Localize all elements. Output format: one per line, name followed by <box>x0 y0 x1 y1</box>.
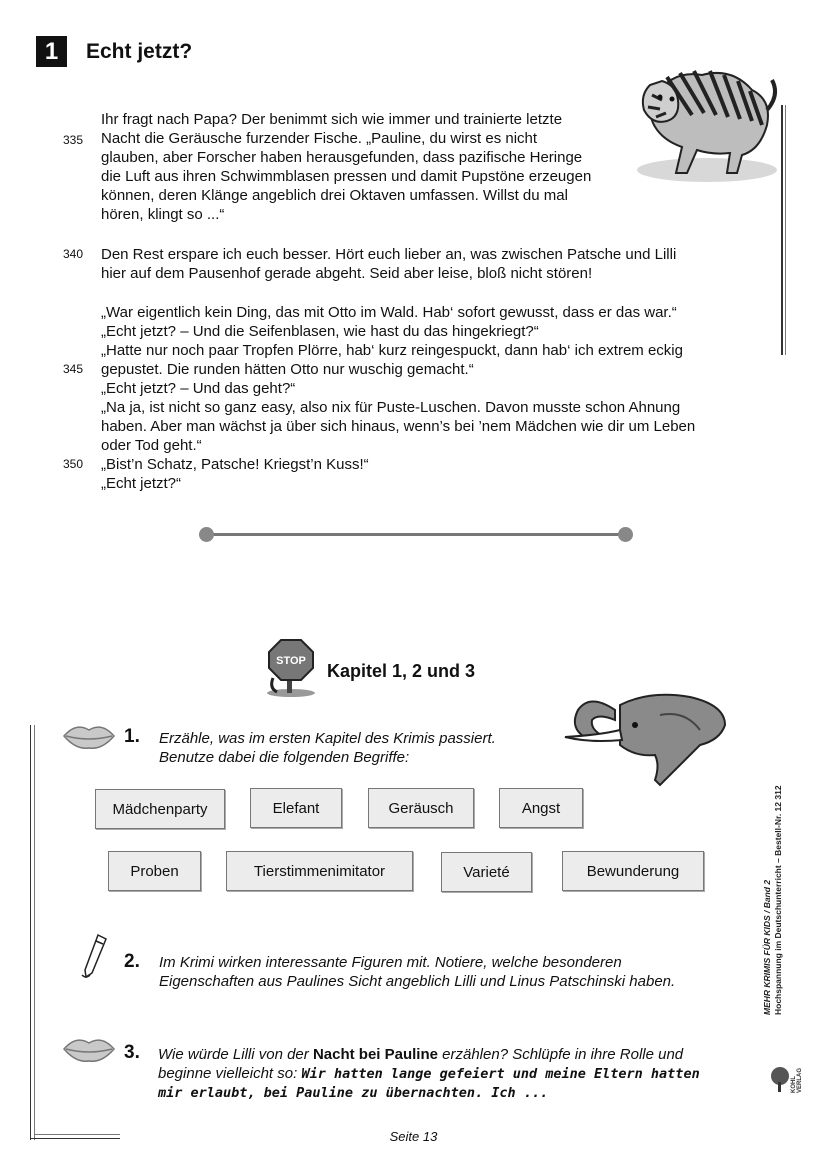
series-title: MEHR KRIMIS FÜR KIDS / Band 2 <box>762 879 772 1015</box>
task-1-text <box>159 729 559 767</box>
story-line: hören, klingt so ...“ <box>101 206 225 223</box>
task-emphasis: Nacht bei Pauline <box>312 1046 438 1063</box>
stop-sign-label: STOP <box>276 655 306 667</box>
line-number: 340 <box>63 247 84 261</box>
task-number: 3. <box>124 1042 140 1063</box>
frame-line <box>785 105 786 355</box>
story-line: die Luft aus ihren Schwimmblasen pressen und damit Pupstöne erzeugen <box>101 168 592 185</box>
task-script-text: Wir hatten lange gefeiert und meine Eltern hatten <box>301 1066 700 1082</box>
word-box: Angst <box>499 788 583 828</box>
task-script-text: mir erlaubt, bei Pauline zu übernachten. Ich ... <box>158 1085 549 1101</box>
task-line: erzählen? Schlüpfe in ihre Rolle und <box>437 1046 684 1063</box>
word-box: Mädchenparty <box>95 789 225 829</box>
page-number: Seite 13 <box>389 1129 438 1144</box>
task-line: Im Krimi wirken interessante Figuren mit. Notiere, welche besonderen <box>159 954 622 971</box>
frame-line <box>781 105 783 355</box>
word-box: Bewunderung <box>562 851 704 891</box>
dialog-line: gepustet. Die runden hätten Otto nur wuschig gemacht.“ <box>101 361 474 378</box>
stop-sign-icon <box>265 638 317 698</box>
line-number: 350 <box>63 457 84 471</box>
section-title: Kapitel 1, 2 und 3 <box>327 661 476 681</box>
dialog-line: „Echt jetzt? – Und die Seifenblasen, wie hast du das hingekriegt?“ <box>101 323 539 340</box>
story-paragraph-2 <box>101 245 731 283</box>
series-subtitle: Hochspannung im Deutschunterricht – Bestell-Nr. 12 312 <box>773 785 783 1015</box>
story-paragraph-1 <box>101 110 615 224</box>
story-line: können, deren Klänge angeblich drei Oktaven umfassen. Willst du mal <box>101 187 568 204</box>
story-line: Ihr fragt nach Papa? Der benimmt sich wie immer und trainierte letzte <box>101 111 563 128</box>
lips-icon <box>62 722 116 750</box>
story-line: hier auf dem Pausenhof gerade abgeht. Seid aber leise, bloß nicht stören! <box>101 265 593 282</box>
task-3-text <box>158 1045 758 1103</box>
word-box: Proben <box>108 851 201 891</box>
frame-line <box>34 725 35 1140</box>
task-line: beginne vielleicht so: <box>158 1065 302 1082</box>
pencil-icon <box>80 933 110 979</box>
word-box: Elefant <box>250 788 342 828</box>
divider-dot <box>199 527 214 542</box>
task-2-text <box>159 953 759 991</box>
line-number: 335 <box>63 133 84 147</box>
section-divider <box>206 533 626 536</box>
word-box: Tierstimmenimitator <box>226 851 413 891</box>
task-line: Wie würde Lilli von der <box>158 1046 313 1063</box>
dialog-line: „Echt jetzt? – Und das geht?“ <box>101 380 296 397</box>
task-number: 2. <box>124 951 140 972</box>
frame-line <box>30 725 31 1140</box>
dialog-line: „War eigentlich kein Ding, das mit Otto im Wald. Hab‘ sofort gewusst, dass er das war.“ <box>101 304 677 321</box>
lips-icon <box>62 1035 116 1063</box>
word-box: Varieté <box>441 852 532 892</box>
task-number: 1. <box>124 726 140 747</box>
task-line: Eigenschaften aus Paulines Sicht angeblich Lilli und Linus Patschinski haben. <box>159 973 676 990</box>
dialog-line: oder Tod geht.“ <box>101 437 202 454</box>
chapter-title: Echt jetzt? <box>86 40 193 63</box>
dialog-line: „Echt jetzt?“ <box>101 475 182 492</box>
dialog-line: „Hatte nur noch paar Tropfen Plörre, hab‘ kurz reingespuckt, dann hab‘ ich extrem eckig <box>101 342 683 359</box>
task-line: Erzähle, was im ersten Kapitel des Krimis passiert. <box>159 730 496 747</box>
story-line: glauben, aber Forscher haben herausgefunden, dass pazifische Heringe <box>101 149 583 166</box>
task-line: Benutze dabei die folgenden Begriffe: <box>159 749 410 766</box>
line-number: 345 <box>63 362 84 376</box>
publisher-name: KOHL VERLAG <box>791 1067 803 1093</box>
divider-dot <box>618 527 633 542</box>
story-dialog <box>101 303 731 493</box>
series-info <box>762 725 784 1015</box>
dialog-line: „Bist’n Schatz, Patsche! Kriegst’n Kuss!“ <box>101 456 369 473</box>
word-box: Geräusch <box>368 788 474 828</box>
story-line: Nacht die Geräusche furzender Fische. „Pauline, du wirst es nicht <box>101 130 538 147</box>
story-line: Den Rest erspare ich euch besser. Hört euch lieber an, was zwischen Patsche und Lilli <box>101 246 677 263</box>
tiger-illustration <box>632 55 782 185</box>
elephant-illustration <box>560 685 730 790</box>
chapter-number: 1 <box>36 36 67 67</box>
dialog-line: haben. Aber man wächst ja über sich hinaus, wenn’s bei ’nem Mädchen wie dir um Leben <box>101 418 696 435</box>
dialog-line: „Na ja, ist nicht so ganz easy, also nix für Puste-Luschen. Davon musste schon Ahnung <box>101 399 681 416</box>
